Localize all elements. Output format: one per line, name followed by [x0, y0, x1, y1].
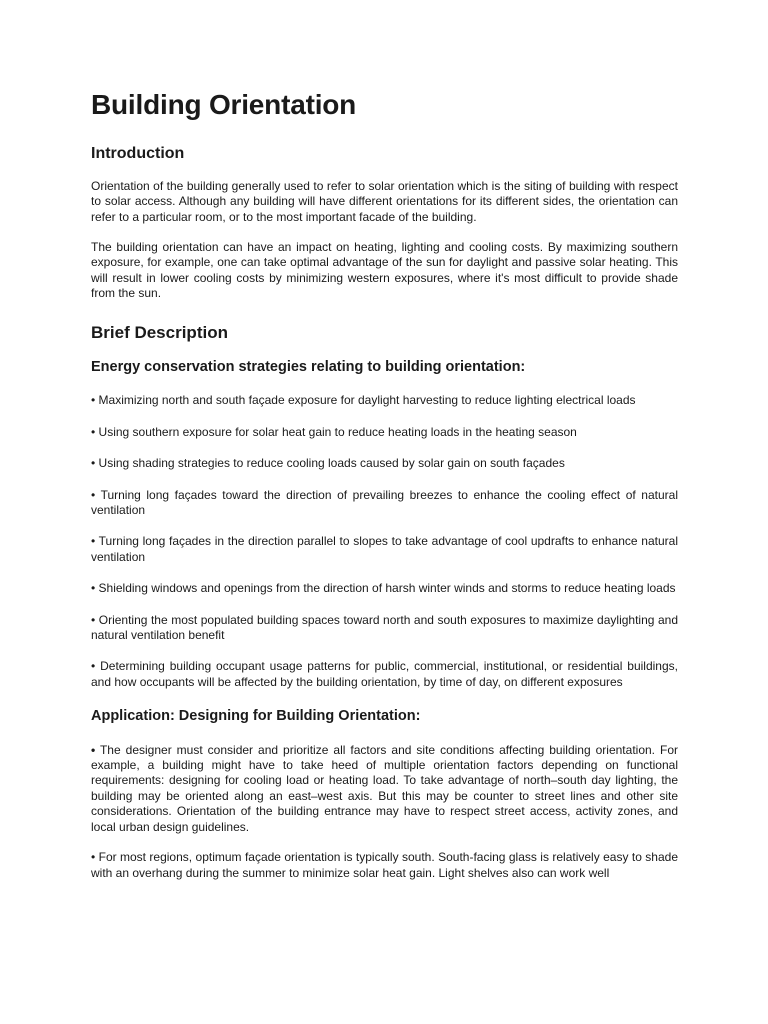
- application-paragraph-2: • For most regions, optimum façade orientation is typically south. South-facing glass is relatively easy to shade with an overhang during the summer to minimize solar heat gain. Light shelves also can work well: [91, 850, 678, 880]
- strategy-bullet-7: • Orienting the most populated building spaces toward north and south exposures to maximize daylighting and natural ventilation benefit: [91, 612, 678, 643]
- intro-paragraph-1: Orientation of the building generally used to refer to solar orientation which is the siting of building with respect to solar access. Although any building will have different orientations for its different sides, the orientation can refer to a particular room, or to the most important facade of the building.: [91, 178, 678, 224]
- strategy-bullet-6: • Shielding windows and openings from the direction of harsh winter winds and storms to reduce heating loads: [91, 581, 676, 596]
- page-title: Building Orientation: [91, 89, 357, 120]
- strategy-bullet-5: • Turning long façades in the direction parallel to slopes to take advantage of cool updrafts to enhance natural ventilation: [91, 534, 678, 564]
- strategies-subheading: Energy conservation strategies relating to building orientation:: [91, 359, 526, 376]
- strategy-bullet-1: • Maximizing north and south façade exposure for daylight harvesting to reduce lighting electrical loads: [91, 393, 636, 408]
- introduction-heading: Introduction: [91, 144, 185, 162]
- intro-paragraph-2: The building orientation can have an impact on heating, lighting and cooling costs. By maximizing southern exposure, for example, one can take optimal advantage of the sun for daylight and passive solar heating. This will result in lower cooling costs by minimizing western exposures, where it's most difficult to provide shade from the sun.: [91, 240, 678, 301]
- strategy-bullet-4: • Turning long façades toward the direction of prevailing breezes to enhance the cooling effect of natural ventilation: [91, 487, 678, 518]
- strategy-bullet-2: • Using southern exposure for solar heat gain to reduce heating loads in the heating season: [91, 424, 577, 439]
- application-paragraph-1: [91, 743, 678, 835]
- strategy-bullet-8: • Determining building occupant usage patterns for public, commercial, institutional, or residential buildings, and how occupants will be affected by the building orientation, by time of day, on different exposures: [91, 659, 678, 689]
- application-heading: Application: Designing for Building Orientation:: [91, 708, 421, 725]
- bullet-dot: •: [91, 742, 96, 757]
- brief-description-heading: Brief Description: [91, 322, 228, 342]
- application-paragraph-1-text: The designer must consider and prioritize all factors and site conditions affecting building orientation. For example, a building might have to take heed of multiple orientation factors depending on functional requirements: designing for cooling load or heating load. To take advantage of north–south day lighting, the building may be oriented along an east–west axis. But this may be counter to street lines and other site considerations. Orientation of the building entrance may have to respect street access, activity zones, and local urban design guidelines.: [91, 742, 678, 834]
- strategy-bullet-3: • Using shading strategies to reduce cooling loads caused by solar gain on south façades: [91, 456, 565, 471]
